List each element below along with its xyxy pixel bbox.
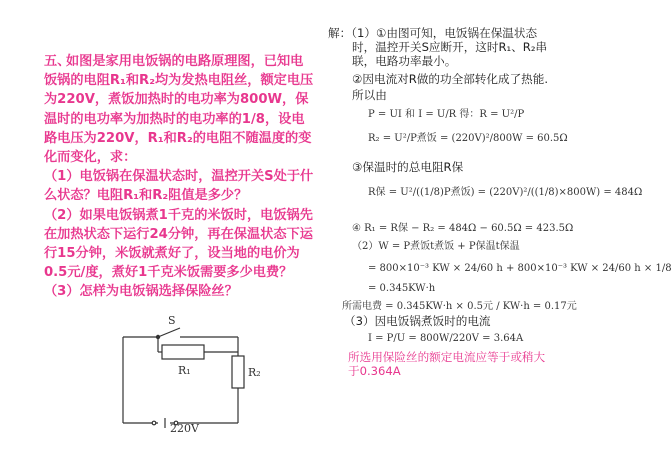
resistor-r1 (162, 345, 204, 359)
switch-label: S (168, 314, 176, 327)
resistor-r2 (232, 356, 244, 388)
question-part-1: （1）电饭锅在保温状态时，温控开关S处于什么状态？电阻R₁和R₂阻值是多少？ (44, 169, 314, 204)
solution-line-8: （3）因电饭锅煮饭时的电流 (344, 314, 491, 328)
solution-line-3: 联，电路功率最小。 (352, 54, 457, 68)
formula-r-keep: R保 = U²/((1/8)P煮饭) = (220V)²/((1/8)×800W) = 484Ω (368, 187, 643, 198)
solution-line-5: 所以由 (352, 88, 387, 102)
solution-line-6: ③保温时的总电阻R保 (352, 160, 464, 174)
r2-label: R₂ (248, 366, 261, 379)
formula-r1: ④ R₁ = R保 − R₂ = 484Ω − 60.5Ω = 423.5Ω (352, 223, 574, 234)
solution-line-1: 解：（1）①由图可知，电饭锅在保温状态 (328, 26, 538, 40)
question-block (44, 52, 314, 302)
solution-line-2: 时，温控开关S应断开，这时R₁、R₂串 (352, 40, 548, 54)
question-part-2: （2）如果电饭锅煮1千克的米饭时，电饭锅先在加热状态下运行24分钟，再在保温状态下运行15分钟，米饭就煮好了，设当地的电价为0.5元/度，煮好1千克米饭需要多少电费？ (44, 207, 313, 281)
question-stem: 五、如图是家用电饭锅的电路原理图，已知电饭锅的电阻R₁和R₂均为发热电阻丝，额定电压为220V，煮饭加热时的电功率为800W，保温时的电功率为加热时的电功率的1/8，设电路电压为220V，R₁和R₂的电阻不随温度的变化而变化，求： (44, 54, 314, 166)
formula-energy-calc: = 800×10⁻³ KW × 24/60 h + 800×10⁻³ KW × 24/60 h × 1/8 (368, 263, 672, 274)
formula-power: P = UI 和 I = U/R 得：R = U²/P (368, 109, 525, 120)
question-part-3: （3）怎样为电饭锅选择保险丝？ (44, 284, 238, 300)
switch-lever (158, 328, 180, 337)
formula-energy: （2）W = P煮饭t煮饭 + P保温t保温 (352, 241, 520, 252)
solution-line-10: 于0.364A (348, 364, 401, 378)
formula-current: I = P/U = 800W/220V = 3.64A (368, 333, 524, 344)
solution-line-4: ②因电流对R做的功全部转化成了热能. (352, 72, 549, 86)
formula-r2: R₂ = U²/P煮饭 = (220V)²/800W = 60.5Ω (368, 133, 568, 144)
r1-label: R₁ (178, 364, 191, 377)
solution-line-7: 所需电费 = 0.345KW·h × 0.5元 / KW·h = 0.17元 (342, 301, 577, 312)
question-number: 五、 (44, 54, 71, 69)
voltage-label: 220V (170, 422, 199, 435)
formula-energy-result: = 0.345KW·h (368, 283, 436, 294)
solution-line-9: 所选用保险丝的额定电流应等于或稍大 (348, 350, 546, 364)
